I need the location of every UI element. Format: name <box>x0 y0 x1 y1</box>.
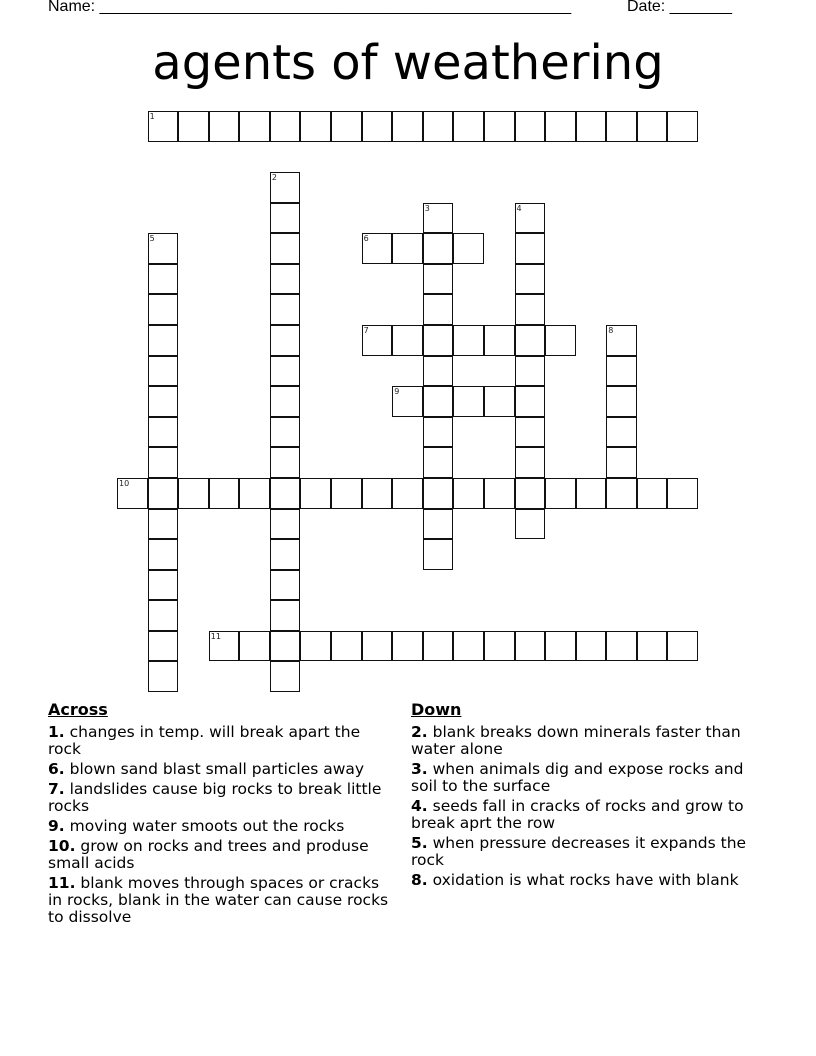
clue-number-label: 8. <box>411 871 428 889</box>
clue-text: blown sand blast small particles away <box>69 760 365 778</box>
crossword-cell[interactable] <box>300 111 331 142</box>
crossword-cell[interactable] <box>148 631 179 662</box>
crossword-cell[interactable] <box>117 478 148 509</box>
crossword-cell[interactable] <box>362 111 393 142</box>
clue-number: 10 <box>119 478 130 488</box>
crossword-cell[interactable] <box>362 325 393 356</box>
crossword-cell[interactable] <box>484 386 515 417</box>
crossword-cell[interactable] <box>239 631 270 662</box>
crossword-cell[interactable] <box>270 478 301 509</box>
crossword-cell[interactable] <box>270 203 301 234</box>
clue-number-label: 5. <box>411 834 428 852</box>
crossword-cell[interactable] <box>148 294 179 325</box>
across-clue <box>48 818 398 835</box>
crossword-cell[interactable] <box>148 233 179 264</box>
crossword-cell[interactable] <box>484 478 515 509</box>
crossword-cell[interactable] <box>270 111 301 142</box>
crossword-cell[interactable] <box>453 233 484 264</box>
crossword-cell[interactable] <box>545 478 576 509</box>
clue-number-label: 10. <box>48 837 76 855</box>
clue-number: 1 <box>149 112 155 121</box>
crossword-cell[interactable] <box>515 356 546 387</box>
crossword-cell[interactable] <box>362 631 393 662</box>
crossword-cell[interactable] <box>545 111 576 142</box>
crossword-cell[interactable] <box>148 325 179 356</box>
crossword-cell[interactable] <box>606 325 637 356</box>
crossword-cell[interactable] <box>148 661 179 692</box>
crossword-cell[interactable] <box>148 478 179 509</box>
clue-number: 6 <box>363 234 369 244</box>
crossword-cell[interactable] <box>178 111 209 142</box>
crossword-cell[interactable] <box>270 539 301 570</box>
crossword-cell[interactable] <box>392 111 423 142</box>
crossword-cell[interactable] <box>209 111 240 142</box>
crossword-cell[interactable] <box>576 111 607 142</box>
crossword-cell[interactable] <box>423 447 454 478</box>
crossword-cell[interactable] <box>515 294 546 325</box>
crossword-cell[interactable] <box>576 478 607 509</box>
crossword-cell[interactable] <box>637 478 668 509</box>
crossword-cell[interactable] <box>209 631 240 662</box>
crossword-cell[interactable] <box>270 417 301 448</box>
crossword-cell[interactable] <box>362 233 393 264</box>
clue-number: 4 <box>516 203 522 213</box>
crossword-cell[interactable] <box>423 325 454 356</box>
crossword-cell[interactable] <box>392 233 423 264</box>
clue-text: when animals dig and expose rocks and soil to the surface <box>411 760 744 795</box>
clue-text: when pressure decreases it expands the rock <box>411 834 747 869</box>
crossword-cell[interactable] <box>515 233 546 264</box>
crossword-cell[interactable] <box>453 478 484 509</box>
crossword-cell[interactable] <box>392 478 423 509</box>
crossword-cell[interactable] <box>453 325 484 356</box>
name-field[interactable]: Name: _____________________________________________________ <box>48 0 572 15</box>
crossword-cell[interactable] <box>515 631 546 662</box>
crossword-cell[interactable] <box>423 478 454 509</box>
crossword-cell[interactable] <box>515 111 546 142</box>
crossword-cell[interactable] <box>239 111 270 142</box>
crossword-cell[interactable] <box>423 631 454 662</box>
down-clues <box>411 700 761 892</box>
crossword-cell[interactable] <box>484 631 515 662</box>
crossword-cell[interactable] <box>178 478 209 509</box>
crossword-cell[interactable] <box>392 631 423 662</box>
crossword-cell[interactable] <box>423 294 454 325</box>
clue-text: grow on rocks and trees and produse small acids <box>48 837 369 872</box>
clue-number: 5 <box>149 234 155 244</box>
crossword-cell[interactable] <box>667 478 698 509</box>
clue-number: 2 <box>271 173 277 183</box>
down-clue <box>411 872 761 889</box>
crossword-cell[interactable] <box>148 570 179 601</box>
clue-number: 11 <box>210 631 221 641</box>
crossword-cell[interactable] <box>423 111 454 142</box>
clue-text: moving water smoots out the rocks <box>69 817 345 835</box>
clue-text: blank moves through spaces or cracks in rocks, blank in the water can cause rocks to dissolve <box>48 874 389 926</box>
crossword-cell[interactable] <box>576 631 607 662</box>
crossword-cell[interactable] <box>148 417 179 448</box>
crossword-cell[interactable] <box>270 570 301 601</box>
crossword-cell[interactable] <box>423 264 454 295</box>
crossword-cell[interactable] <box>453 631 484 662</box>
crossword-cell[interactable] <box>270 509 301 540</box>
across-clue <box>48 875 398 926</box>
clue-text: blank breaks down minerals faster than water alone <box>411 723 741 758</box>
crossword-cell[interactable] <box>300 631 331 662</box>
crossword-cell[interactable] <box>270 386 301 417</box>
crossword-cell[interactable] <box>331 631 362 662</box>
crossword-cell[interactable] <box>637 111 668 142</box>
crossword-cell[interactable] <box>148 264 179 295</box>
down-clue <box>411 835 761 869</box>
crossword-cell[interactable] <box>484 325 515 356</box>
clue-number-label: 7. <box>48 780 65 798</box>
down-clue <box>411 724 761 758</box>
crossword-cell[interactable] <box>270 661 301 692</box>
crossword-cell[interactable] <box>270 172 301 203</box>
crossword-cell[interactable] <box>545 325 576 356</box>
crossword-cell[interactable] <box>606 386 637 417</box>
crossword-cell[interactable] <box>209 478 240 509</box>
crossword-cell[interactable] <box>606 356 637 387</box>
crossword-cell[interactable] <box>148 111 179 142</box>
crossword-cell[interactable] <box>606 631 637 662</box>
crossword-cell[interactable] <box>362 478 393 509</box>
clue-text: oxidation is what rocks have with blank <box>432 871 739 889</box>
across-clue <box>48 781 398 815</box>
down-heading: Down <box>411 700 462 719</box>
across-clue <box>48 838 398 872</box>
crossword-cell[interactable] <box>148 539 179 570</box>
crossword-cell[interactable] <box>453 386 484 417</box>
clue-number-label: 2. <box>411 723 428 741</box>
crossword-cell[interactable] <box>515 325 546 356</box>
crossword-cell[interactable] <box>484 111 515 142</box>
crossword-cell[interactable] <box>270 233 301 264</box>
clue-number: 7 <box>363 326 369 336</box>
crossword-cell[interactable] <box>270 325 301 356</box>
crossword-cell[interactable] <box>606 447 637 478</box>
crossword-cell[interactable] <box>423 203 454 234</box>
crossword-cell[interactable] <box>148 509 179 540</box>
across-clues <box>48 700 398 929</box>
crossword-cell[interactable] <box>667 111 698 142</box>
clue-number-label: 6. <box>48 760 65 778</box>
clue-number-label: 3. <box>411 760 428 778</box>
clue-number-label: 4. <box>411 797 428 815</box>
crossword-cell[interactable] <box>515 203 546 234</box>
crossword-cell[interactable] <box>515 509 546 540</box>
crossword-cell[interactable] <box>515 447 546 478</box>
crossword-cell[interactable] <box>300 478 331 509</box>
crossword-cell[interactable] <box>270 294 301 325</box>
date-field[interactable]: Date: _______ <box>627 0 732 15</box>
crossword-cell[interactable] <box>606 111 637 142</box>
crossword-cell[interactable] <box>148 386 179 417</box>
crossword-cell[interactable] <box>423 356 454 387</box>
down-clue <box>411 798 761 832</box>
clue-text: seeds fall in cracks of rocks and grow to break aprt the row <box>411 797 744 832</box>
crossword-cell[interactable] <box>515 264 546 295</box>
crossword-cell[interactable] <box>515 386 546 417</box>
crossword-cell[interactable] <box>239 478 270 509</box>
crossword-cell[interactable] <box>392 325 423 356</box>
down-clue <box>411 761 761 795</box>
crossword-cell[interactable] <box>331 111 362 142</box>
crossword-cell[interactable] <box>423 539 454 570</box>
crossword-cell[interactable] <box>606 478 637 509</box>
crossword-cell[interactable] <box>637 631 668 662</box>
crossword-cell[interactable] <box>392 386 423 417</box>
crossword-cell[interactable] <box>270 600 301 631</box>
crossword-cell[interactable] <box>423 417 454 448</box>
crossword-cell[interactable] <box>270 447 301 478</box>
crossword-cell[interactable] <box>148 600 179 631</box>
crossword-cell[interactable] <box>667 631 698 662</box>
clue-number: 9 <box>394 387 400 397</box>
crossword-cell[interactable] <box>545 631 576 662</box>
crossword-cell[interactable] <box>453 111 484 142</box>
crossword-cell[interactable] <box>515 478 546 509</box>
crossword-cell[interactable] <box>270 264 301 295</box>
crossword-cell[interactable] <box>423 233 454 264</box>
clue-number: 8 <box>608 326 614 336</box>
crossword-cell[interactable] <box>515 417 546 448</box>
across-heading: Across <box>48 700 108 719</box>
crossword-cell[interactable] <box>270 631 301 662</box>
crossword-cell[interactable] <box>423 509 454 540</box>
clue-text: landslides cause big rocks to break little rocks <box>48 780 382 815</box>
clue-number-label: 9. <box>48 817 65 835</box>
across-clue <box>48 724 398 758</box>
crossword-cell[interactable] <box>270 356 301 387</box>
crossword-cell[interactable] <box>606 417 637 448</box>
clue-number-label: 11. <box>48 874 76 892</box>
crossword-cell[interactable] <box>148 447 179 478</box>
page-title: agents of weathering <box>152 35 664 91</box>
clue-number: 3 <box>424 203 430 213</box>
clue-text: changes in temp. will break apart the rock <box>48 723 361 758</box>
crossword-cell[interactable] <box>423 386 454 417</box>
crossword-cell[interactable] <box>331 478 362 509</box>
crossword-cell[interactable] <box>148 356 179 387</box>
across-clue <box>48 761 398 778</box>
clue-number-label: 1. <box>48 723 65 741</box>
